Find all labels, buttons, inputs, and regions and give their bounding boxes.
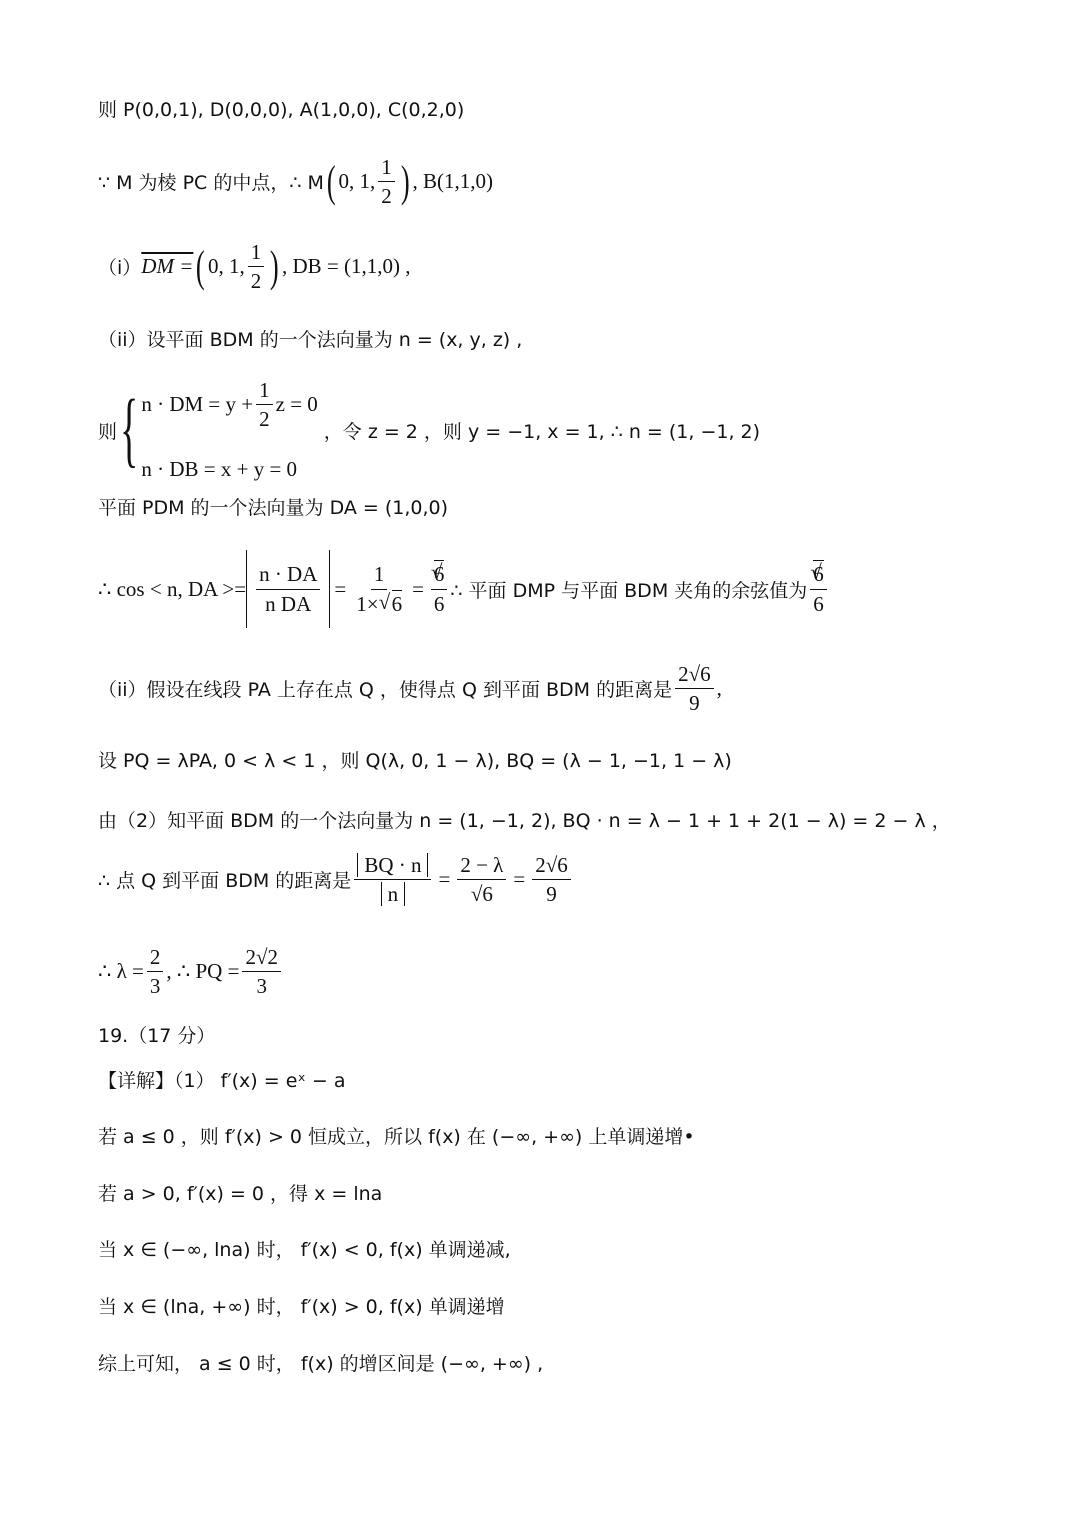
fraction [248, 240, 265, 293]
fraction [256, 378, 273, 431]
paren-open: ( [326, 156, 336, 206]
text-line: （ii）假设在线段 PA 上存在点 Q ，使得点 Q 到平面 BDM 的距离是 $\frac{2√6}{9}$ , [98, 662, 722, 716]
numerator: n · DA [256, 562, 320, 589]
system-row-1: n · DM = y + [141, 392, 254, 417]
abs-value [246, 550, 330, 628]
numerator: 1 [256, 378, 273, 405]
line-4: （ii）设平面 BDM 的一个法向量为 n = (x, y, z) , [98, 329, 523, 351]
line-16: 若 a > 0, f′(x) = 0 ，得 x = lna [98, 1183, 383, 1205]
numerator: 2√6 [532, 853, 571, 880]
text-line: ∴ cos < n, DA >= $\frac{n \cdot DA}{\text{n DA}}$ = $\frac{1}{1\times√ 6}$ = √ $\frac{6}{6}$ ∴ 平面 DMP 与平面 BDM 夹角的余弦值为 √ $\frac{6}{6}$ [98, 550, 830, 628]
numerator: BQ · n [354, 853, 431, 880]
fraction [147, 945, 164, 998]
fraction [810, 562, 827, 615]
numerator: 1 [378, 155, 395, 182]
denominator: 2 [381, 184, 392, 209]
text-line [98, 1066, 345, 1093]
text-line: ∴ 点 Q 到平面 BDM 的距离是 $\frac{BQ \cdot n}{n}$ = $\frac{2 - \lambda}{√6}$ = $\frac{2√6}{9}$ [98, 853, 574, 906]
fraction [457, 853, 506, 906]
numerator: 1 [248, 240, 265, 267]
denominator: 2 [250, 269, 262, 294]
line-11-pre: ∴ 点 Q 到平面 BDM 的距离是 [98, 870, 352, 893]
line-3-label: （i） [98, 257, 142, 280]
line-15: 若 a ≤ 0 ，则 f′(x) > 0 恒成立，所以 f(x) 在 (−∞, +∞) 上单调递增• [98, 1126, 695, 1148]
line-7-pre: ∴ cos < n, DA >= [98, 576, 247, 601]
dm-label: DM = [141, 254, 194, 279]
text-line [98, 1349, 543, 1376]
denominator: 9 [689, 691, 700, 716]
numerator: 2√6 [675, 662, 714, 689]
text-line [98, 806, 951, 833]
text-line [98, 1021, 215, 1048]
brace: { [120, 383, 139, 477]
numerator: 2 [147, 945, 164, 972]
line-6: 平面 PDM 的一个法向量为 DA = (1,0,0) [98, 497, 449, 519]
line-5-pre: 则 [98, 420, 118, 443]
text-line [98, 1292, 505, 1319]
line-10: 由（2）知平面 BDM 的一个法向量为 n = (1, −1, 2), BQ · n = λ − 1 + 1 + 2(1 − λ) = 2 − λ ， [98, 810, 951, 832]
numerator: 2√2 [242, 945, 281, 972]
numerator: √ 6 [431, 562, 448, 589]
dm-coord: 0, 1, [208, 254, 245, 279]
text-line [98, 378, 760, 482]
line-5-post: ，令 z = 2 ，则 y = −1, x = 1, ∴ n = (1, −1, 2) [323, 420, 761, 443]
line-1: 则 P(0,0,1), D(0,0,0), A(1,0,0), C(0,2,0) [98, 99, 465, 121]
equation-system [141, 378, 317, 482]
text-line [98, 1122, 695, 1149]
fraction [378, 155, 395, 208]
system-row-2: n · DB = x + y = 0 [141, 457, 298, 482]
paren-close: ) [400, 156, 410, 206]
numerator: 1 [371, 562, 388, 589]
line-2-post: , B(1,1,0) [412, 169, 493, 194]
fraction [242, 945, 281, 998]
paren-open: ( [196, 241, 206, 291]
line-14: 【详解】（1） f′(x) = eˣ − a [98, 1070, 346, 1092]
line-7-mid: ∴ 平面 DMP 与平面 BDM 夹角的余弦值为 [450, 579, 808, 602]
numerator: √ 6 [810, 562, 827, 589]
text-line [98, 746, 732, 773]
text-line [98, 493, 448, 520]
paren-close: ) [270, 241, 280, 291]
numerator: 2 − λ [457, 853, 506, 880]
denominator: n [378, 880, 409, 906]
text-line [98, 1179, 382, 1206]
line-9: 设 PQ = λPA, 0 < λ < 1 ，则 Q(λ, 0, 1 − λ), BQ = (λ − 1, −1, 1 − λ) [98, 750, 732, 772]
line-8-pre: （ii）假设在线段 PA 上存在点 Q ，使得点 Q 到平面 BDM 的距离是 [98, 679, 673, 702]
section-heading: 19.（17 分） [98, 1025, 216, 1047]
text-line [98, 945, 284, 998]
denominator: 6 [433, 591, 445, 616]
line-17: 当 x ∈ (−∞, lna) 时， f′(x) < 0, f(x) 单调递减, [98, 1239, 511, 1261]
denominator: 3 [149, 974, 161, 999]
text-line [98, 325, 522, 352]
line-12-mid: , ∴ PQ = [166, 959, 240, 984]
text-line [98, 95, 464, 122]
denominator: √6 [470, 882, 493, 907]
text-line [98, 1235, 511, 1262]
line-2-pre: ∵ M 为棱 PC 的中点，∴ M [98, 172, 324, 195]
fraction [354, 853, 431, 906]
denominator: 2 [259, 407, 270, 432]
denominator: 9 [546, 882, 557, 907]
text-line [98, 240, 410, 293]
text-line [98, 155, 493, 208]
line-19: 综上可知， a ≤ 0 时， f(x) 的增区间是 (−∞, +∞) , [98, 1353, 544, 1375]
denominator: 6 [813, 591, 824, 616]
m-coord: 0, 1, [338, 169, 376, 194]
denominator: 3 [256, 974, 267, 999]
fraction [353, 562, 405, 615]
line-3-post: , DB = (1,1,0) , [281, 254, 411, 279]
fraction [532, 853, 571, 906]
denominator: n DA [265, 591, 312, 616]
fraction [675, 662, 714, 715]
denominator: 1×√ 6 [353, 590, 405, 616]
line-18: 当 x ∈ (lna, +∞) 时， f′(x) > 0, f(x) 单调递增 [98, 1296, 505, 1318]
system-row-1b: z = 0 [275, 392, 318, 417]
fraction [256, 562, 320, 615]
line-12-pre: ∴ λ = [98, 959, 144, 984]
fraction [431, 562, 448, 615]
